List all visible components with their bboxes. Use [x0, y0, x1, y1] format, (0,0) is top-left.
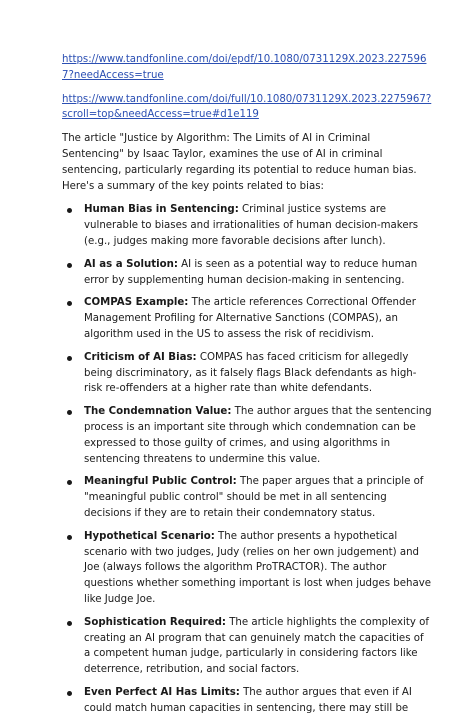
bullet-icon: [67, 535, 72, 540]
list-item: [62, 404, 432, 467]
bullet-title: Meaningful Public Control:: [84, 476, 237, 488]
bullet-text: The article highlights the complexity of creating an AI program that can genuinely match the capacities of a competent human judge, particularly in considering factors like deterrence, retribution, and social factors.: [84, 616, 429, 676]
bullet-title: Human Bias in Sentencing:: [84, 204, 239, 216]
bullet-icon: [67, 263, 72, 268]
bullet-icon: [67, 301, 72, 306]
bullet-title: Even Perfect AI Has Limits:: [84, 686, 240, 698]
bullet-text: The article references Correctional Offender Management Profiling for Alternative Sanctions (COMPAS), an algorithm used in the US to assess the risk of recidivism.: [84, 297, 416, 340]
list-item: [62, 350, 432, 397]
list-item: [62, 529, 432, 608]
bullet-text: The author argues that even if AI could match human capacities in sentencing, there may still be: [84, 686, 412, 714]
bullet-title: Sophistication Required:: [84, 616, 226, 628]
bullet-icon: [67, 691, 72, 696]
key-points-list: [62, 202, 432, 716]
bullet-title: The Condemnation Value:: [84, 406, 232, 418]
bullet-title: Criticism of AI Bias:: [84, 351, 197, 363]
bullet-icon: [67, 208, 72, 213]
list-item: [62, 202, 432, 249]
bullet-icon: [67, 480, 72, 485]
bullet-text: The author argues that the sentencing process is an important site through which condemnation can be expressed to those guilty of crimes, and using algorithms in sentencing threatens to undermine this value.: [84, 406, 432, 465]
list-item: [62, 474, 432, 521]
bullet-icon: [67, 621, 72, 626]
list-item: [62, 257, 432, 289]
bullet-title: Hypothetical Scenario:: [84, 530, 215, 542]
document-body: [62, 52, 432, 723]
list-item: [62, 295, 432, 342]
bullet-text: The author presents a hypothetical scenario with two judges, Judy (relies on her own judgement) and Joe (always follows the algorithm ProTRACTOR). The author questions whether something important is lost when judges behave like Judge Joe.: [84, 530, 432, 605]
bullet-title: AI as a Solution:: [84, 258, 178, 270]
list-item: [62, 615, 432, 678]
bullet-title: COMPAS Example:: [84, 297, 189, 309]
bullet-text: AI is seen as a potential way to reduce human error by supplementing human decision-making in sentencing.: [84, 258, 418, 286]
bullet-icon: [67, 410, 72, 415]
source-link-full[interactable]: https://www.tandfonline.com/doi/full/10.1080/0731129X.2023.2275967?scroll=top&needAccess=true#d1e119: [62, 93, 432, 121]
intro-paragraph: The article "Justice by Algorithm: The Limits of AI in Criminal Sentencing" by Isaac Taylor, examines the use of AI in criminal sentencing, particularly regarding its potential to reduce human bias. Here's a summary of the key points related to bias:: [62, 133, 417, 192]
source-link-epdf[interactable]: https://www.tandfonline.com/doi/epdf/10.1080/0731129X.2023.2275967?needAccess=true: [62, 54, 427, 81]
bullet-text: The paper argues that a principle of "meaningful public control" should be met in all sentencing decisions if they are to retain their condemnatory status.: [84, 476, 424, 519]
bullet-icon: [67, 356, 72, 361]
bullet-text: COMPAS has faced criticism for allegedly being discriminatory, as it falsely flags Black defendants as high-risk re-offenders at a higher rate than white defendants.: [84, 351, 417, 395]
list-item: [62, 685, 432, 717]
bullet-text: Criminal justice systems are vulnerable to biases and irrationalities of human decision-makers (e.g., judges making more favorable decisions after lunch).: [84, 204, 419, 247]
